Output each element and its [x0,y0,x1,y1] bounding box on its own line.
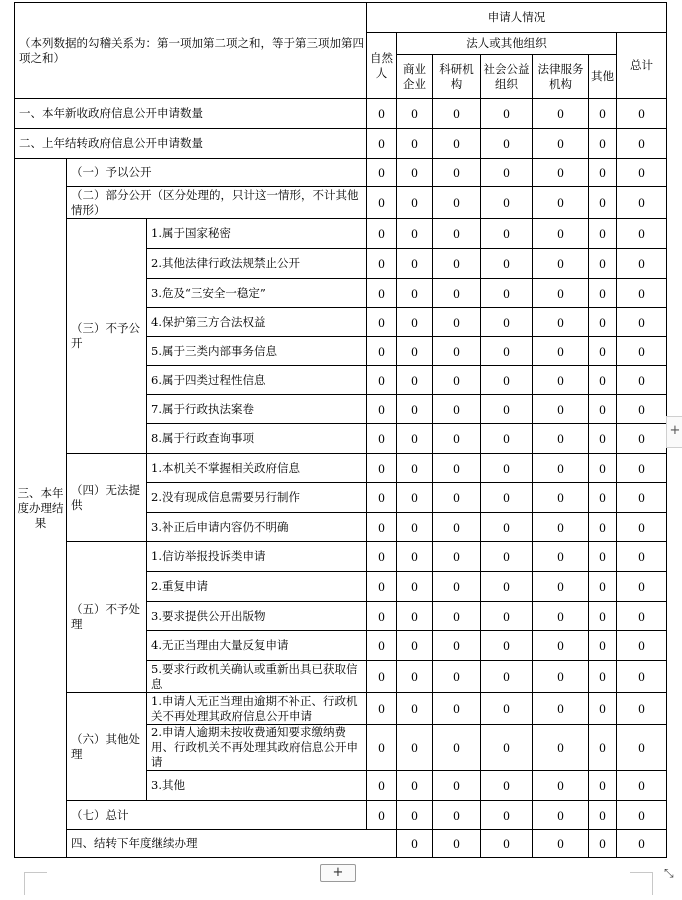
item-g3-6-value-4: 0 [481,366,533,395]
item-g5-1-value-5: 0 [533,542,589,572]
item-g3-4-value-1: 0 [367,308,397,337]
item-g5-1-value-6: 0 [589,542,617,572]
item-g4-1-value-4: 0 [481,454,533,483]
row-carry-next-year-value-6: 0 [617,830,667,858]
row-results-group: 三、本年度办理结果 [15,159,67,858]
item-g3-8-value-6: 0 [589,424,617,454]
item-g4-1: 1.本机关不掌握相关政府信息 [147,454,367,483]
row-new-requests-value-1: 0 [367,99,397,129]
item-g3-8-value-5: 0 [533,424,589,454]
item-g3-4-value-3: 0 [433,308,481,337]
item-g4-3-value-6: 0 [589,513,617,542]
item-g3-8-value-1: 0 [367,424,397,454]
group-g3: （三）不予公开 [67,219,147,454]
item-g3-1: 1.属于国家秘密 [147,219,367,249]
item-g3-8: 8.属于行政查询事项 [147,424,367,454]
page-corner-right-icon [630,872,653,895]
group-g6: （六）其他处理 [67,693,147,801]
item-g4-1-value-5: 0 [533,454,589,483]
item-g5-3-value-6: 0 [589,602,617,631]
item-g5-2-value-3: 0 [433,572,481,602]
row-carried-over-value-7: 0 [617,129,667,159]
item-g3-6-value-2: 0 [397,366,433,395]
row-open-value-7: 0 [617,159,667,187]
relation-note: （本列数据的勾稽关系为：第一项加第二项之和，等于第三项加第四项之和） [15,3,367,99]
row-carry-next-year-value-5: 0 [589,830,617,858]
item-g3-2-value-3: 0 [433,249,481,279]
row-new-requests-value-3: 0 [433,99,481,129]
item-g5-3-value-7: 0 [617,602,667,631]
item-g5-5-value-6: 0 [589,661,617,693]
row-partial-open-value-2: 0 [397,187,433,219]
item-g6-2-value-3: 0 [433,725,481,771]
item-g5-1-value-2: 0 [397,542,433,572]
item-g3-2-value-2: 0 [397,249,433,279]
item-g3-1-value-4: 0 [481,219,533,249]
total-header: 总计 [617,33,667,99]
row-partial-open: （二）部分公开（区分处理的，只计这一情形，不计其他情形） [67,187,367,219]
item-g5-4: 4.无正当理由大量反复申请 [147,631,367,661]
item-g5-4-value-2: 0 [397,631,433,661]
item-g5-1: 1.信访举报投诉类申请 [147,542,367,572]
item-g3-5-value-2: 0 [397,337,433,366]
row-subtotal-value-1: 0 [367,801,397,830]
item-g5-1-value-4: 0 [481,542,533,572]
row-carried-over-value-2: 0 [397,129,433,159]
row-partial-open-value-3: 0 [433,187,481,219]
row-carried-over-value-5: 0 [533,129,589,159]
add-row-button[interactable]: + [320,864,356,882]
item-g4-3-value-1: 0 [367,513,397,542]
item-g4-1-value-3: 0 [433,454,481,483]
item-g4-2-value-5: 0 [533,483,589,513]
item-g6-3-value-3: 0 [433,771,481,801]
item-g5-1-value-7: 0 [617,542,667,572]
item-g6-1-value-6: 0 [589,693,617,725]
item-g5-5-value-2: 0 [397,661,433,693]
row-new-requests-value-5: 0 [533,99,589,129]
row-subtotal-value-7: 0 [617,801,667,830]
item-g3-7-value-3: 0 [433,395,481,424]
row-carried-over: 二、上年结转政府信息公开申请数量 [15,129,367,159]
row-subtotal-value-3: 0 [433,801,481,830]
item-g3-8-value-3: 0 [433,424,481,454]
row-partial-open-value-5: 0 [533,187,589,219]
item-g6-2-value-6: 0 [589,725,617,771]
row-partial-open-value-4: 0 [481,187,533,219]
item-g3-6-value-3: 0 [433,366,481,395]
item-g5-1-value-3: 0 [433,542,481,572]
add-column-button[interactable]: + [666,416,682,448]
row-carry-next-year-value-4: 0 [533,830,589,858]
social-header: 社会公益组织 [481,55,533,99]
item-g3-7-value-5: 0 [533,395,589,424]
item-g3-6: 6.属于四类过程性信息 [147,366,367,395]
item-g3-3-value-2: 0 [397,279,433,308]
item-g6-3-value-6: 0 [589,771,617,801]
row-new-requests-value-7: 0 [617,99,667,129]
row-subtotal-value-6: 0 [589,801,617,830]
item-g3-3-value-5: 0 [533,279,589,308]
item-g5-4-value-3: 0 [433,631,481,661]
item-g3-5-value-3: 0 [433,337,481,366]
row-partial-open-value-7: 0 [617,187,667,219]
item-g5-2-value-4: 0 [481,572,533,602]
item-g6-3-value-4: 0 [481,771,533,801]
item-g5-4-value-1: 0 [367,631,397,661]
item-g3-5-value-6: 0 [589,337,617,366]
item-g4-1-value-7: 0 [617,454,667,483]
item-g4-1-value-6: 0 [589,454,617,483]
item-g3-7-value-4: 0 [481,395,533,424]
item-g3-4-value-4: 0 [481,308,533,337]
item-g4-2-value-6: 0 [589,483,617,513]
item-g6-2-value-5: 0 [533,725,589,771]
legal-group-header: 法人或其他组织 [397,33,617,55]
item-g5-2-value-7: 0 [617,572,667,602]
item-g6-3-value-1: 0 [367,771,397,801]
item-g6-1-value-4: 0 [481,693,533,725]
item-g5-3: 3.要求提供公开出版物 [147,602,367,631]
item-g3-5-value-5: 0 [533,337,589,366]
row-subtotal-value-2: 0 [397,801,433,830]
item-g5-3-value-1: 0 [367,602,397,631]
item-g3-6-value-6: 0 [589,366,617,395]
item-g3-3-value-3: 0 [433,279,481,308]
item-g5-1-value-1: 0 [367,542,397,572]
item-g3-1-value-3: 0 [433,219,481,249]
row-open-value-5: 0 [533,159,589,187]
item-g3-3-value-6: 0 [589,279,617,308]
row-carried-over-value-6: 0 [589,129,617,159]
item-g3-1-value-7: 0 [617,219,667,249]
item-g6-1-value-5: 0 [533,693,589,725]
row-open-value-6: 0 [589,159,617,187]
row-open-value-2: 0 [397,159,433,187]
item-g3-1-value-5: 0 [533,219,589,249]
item-g3-6-value-1: 0 [367,366,397,395]
item-g3-2-value-5: 0 [533,249,589,279]
item-g3-8-value-7: 0 [617,424,667,454]
row-subtotal: （七）总计 [67,801,367,830]
item-g6-3-value-5: 0 [533,771,589,801]
item-g3-5-value-1: 0 [367,337,397,366]
item-g3-5-value-4: 0 [481,337,533,366]
item-g6-3-value-7: 0 [617,771,667,801]
row-new-requests-value-6: 0 [589,99,617,129]
natural-person-header: 自然人 [367,33,397,99]
item-g3-7: 7.属于行政执法案卷 [147,395,367,424]
item-g5-5-value-3: 0 [433,661,481,693]
item-g5-3-value-2: 0 [397,602,433,631]
item-g3-3-value-7: 0 [617,279,667,308]
research-header: 科研机构 [433,55,481,99]
item-g6-1-value-2: 0 [397,693,433,725]
item-g5-2: 2.重复申请 [147,572,367,602]
item-g4-2-value-4: 0 [481,483,533,513]
item-g5-2-value-2: 0 [397,572,433,602]
statistics-table [14,2,667,858]
item-g3-2-value-7: 0 [617,249,667,279]
item-g5-4-value-5: 0 [533,631,589,661]
row-open-value-1: 0 [367,159,397,187]
group-g4: （四）无法提供 [67,454,147,542]
item-g6-2-value-2: 0 [397,725,433,771]
row-carry-next-year-value-1: 0 [397,830,433,858]
item-g3-3-value-4: 0 [481,279,533,308]
row-partial-open-value-1: 0 [367,187,397,219]
row-new-requests-value-4: 0 [481,99,533,129]
item-g4-2-value-1: 0 [367,483,397,513]
item-g5-2-value-6: 0 [589,572,617,602]
item-g3-4: 4.保护第三方合法权益 [147,308,367,337]
row-carry-next-year-value-3: 0 [481,830,533,858]
page-corner-left-icon [24,872,47,895]
item-g5-5-value-4: 0 [481,661,533,693]
item-g3-7-value-2: 0 [397,395,433,424]
item-g3-7-value-6: 0 [589,395,617,424]
item-g4-2: 2.没有现成信息需要另行制作 [147,483,367,513]
item-g3-2-value-4: 0 [481,249,533,279]
item-g5-5: 5.要求行政机关确认或重新出具已获取信息 [147,661,367,693]
row-partial-open-value-6: 0 [589,187,617,219]
item-g6-1-value-7: 0 [617,693,667,725]
item-g3-5: 5.属于三类内部事务信息 [147,337,367,366]
item-g3-4-value-7: 0 [617,308,667,337]
row-carried-over-value-3: 0 [433,129,481,159]
item-g5-3-value-4: 0 [481,602,533,631]
row-open-value-3: 0 [433,159,481,187]
statistics-table-container [14,2,666,858]
item-g4-3-value-5: 0 [533,513,589,542]
item-g3-3-value-1: 0 [367,279,397,308]
other-header: 其他 [589,55,617,99]
item-g6-2-value-4: 0 [481,725,533,771]
item-g5-3-value-5: 0 [533,602,589,631]
item-g4-2-value-7: 0 [617,483,667,513]
row-open-value-4: 0 [481,159,533,187]
commercial-header: 商业企业 [397,55,433,99]
item-g3-4-value-6: 0 [589,308,617,337]
item-g5-3-value-3: 0 [433,602,481,631]
item-g3-4-value-5: 0 [533,308,589,337]
item-g3-6-value-5: 0 [533,366,589,395]
item-g3-5-value-7: 0 [617,337,667,366]
item-g4-2-value-3: 0 [433,483,481,513]
item-g3-8-value-4: 0 [481,424,533,454]
item-g4-1-value-2: 0 [397,454,433,483]
resize-handle-icon[interactable]: ⤡ [664,866,674,880]
item-g3-1-value-6: 0 [589,219,617,249]
row-subtotal-value-5: 0 [533,801,589,830]
item-g5-5-value-7: 0 [617,661,667,693]
row-carried-over-value-4: 0 [481,129,533,159]
item-g6-2: 2.申请人逾期未按收费通知要求缴纳费用、行政机关不再处理其政府信息公开申请 [147,725,367,771]
row-new-requests-value-2: 0 [397,99,433,129]
item-g6-2-value-7: 0 [617,725,667,771]
item-g3-2: 2.其他法律行政法规禁止公开 [147,249,367,279]
item-g5-5-value-1: 0 [367,661,397,693]
item-g4-3-value-2: 0 [397,513,433,542]
item-g3-1-value-2: 0 [397,219,433,249]
item-g3-8-value-2: 0 [397,424,433,454]
row-carry-next-year-value-2: 0 [433,830,481,858]
item-g4-2-value-2: 0 [397,483,433,513]
item-g5-2-value-1: 0 [367,572,397,602]
item-g5-5-value-5: 0 [533,661,589,693]
item-g6-1-value-3: 0 [433,693,481,725]
item-g5-2-value-5: 0 [533,572,589,602]
item-g3-3: 3.危及“三安全一稳定” [147,279,367,308]
item-g6-2-value-1: 0 [367,725,397,771]
item-g3-4-value-2: 0 [397,308,433,337]
applicant-situation-header: 申请人情况 [367,3,667,33]
item-g3-2-value-6: 0 [589,249,617,279]
group-g5: （五）不予处理 [67,542,147,693]
item-g4-3-value-4: 0 [481,513,533,542]
item-g4-3: 3.补正后申请内容仍不明确 [147,513,367,542]
row-carry-next-year: 四、结转下年度继续办理 [67,830,397,858]
item-g3-2-value-1: 0 [367,249,397,279]
item-g4-3-value-3: 0 [433,513,481,542]
item-g4-3-value-7: 0 [617,513,667,542]
item-g5-4-value-4: 0 [481,631,533,661]
item-g4-1-value-1: 0 [367,454,397,483]
item-g6-1: 1.申请人无正当理由逾期不补正、行政机关不再处理其政府信息公开申请 [147,693,367,725]
row-subtotal-value-4: 0 [481,801,533,830]
item-g3-6-value-7: 0 [617,366,667,395]
item-g5-4-value-7: 0 [617,631,667,661]
row-open: （一）予以公开 [67,159,367,187]
item-g3-1-value-1: 0 [367,219,397,249]
item-g6-3-value-2: 0 [397,771,433,801]
row-carried-over-value-1: 0 [367,129,397,159]
row-new-requests: 一、本年新收政府信息公开申请数量 [15,99,367,129]
item-g3-7-value-1: 0 [367,395,397,424]
item-g5-4-value-6: 0 [589,631,617,661]
item-g6-1-value-1: 0 [367,693,397,725]
item-g6-3: 3.其他 [147,771,367,801]
item-g3-7-value-7: 0 [617,395,667,424]
law-service-header: 法律服务机构 [533,55,589,99]
